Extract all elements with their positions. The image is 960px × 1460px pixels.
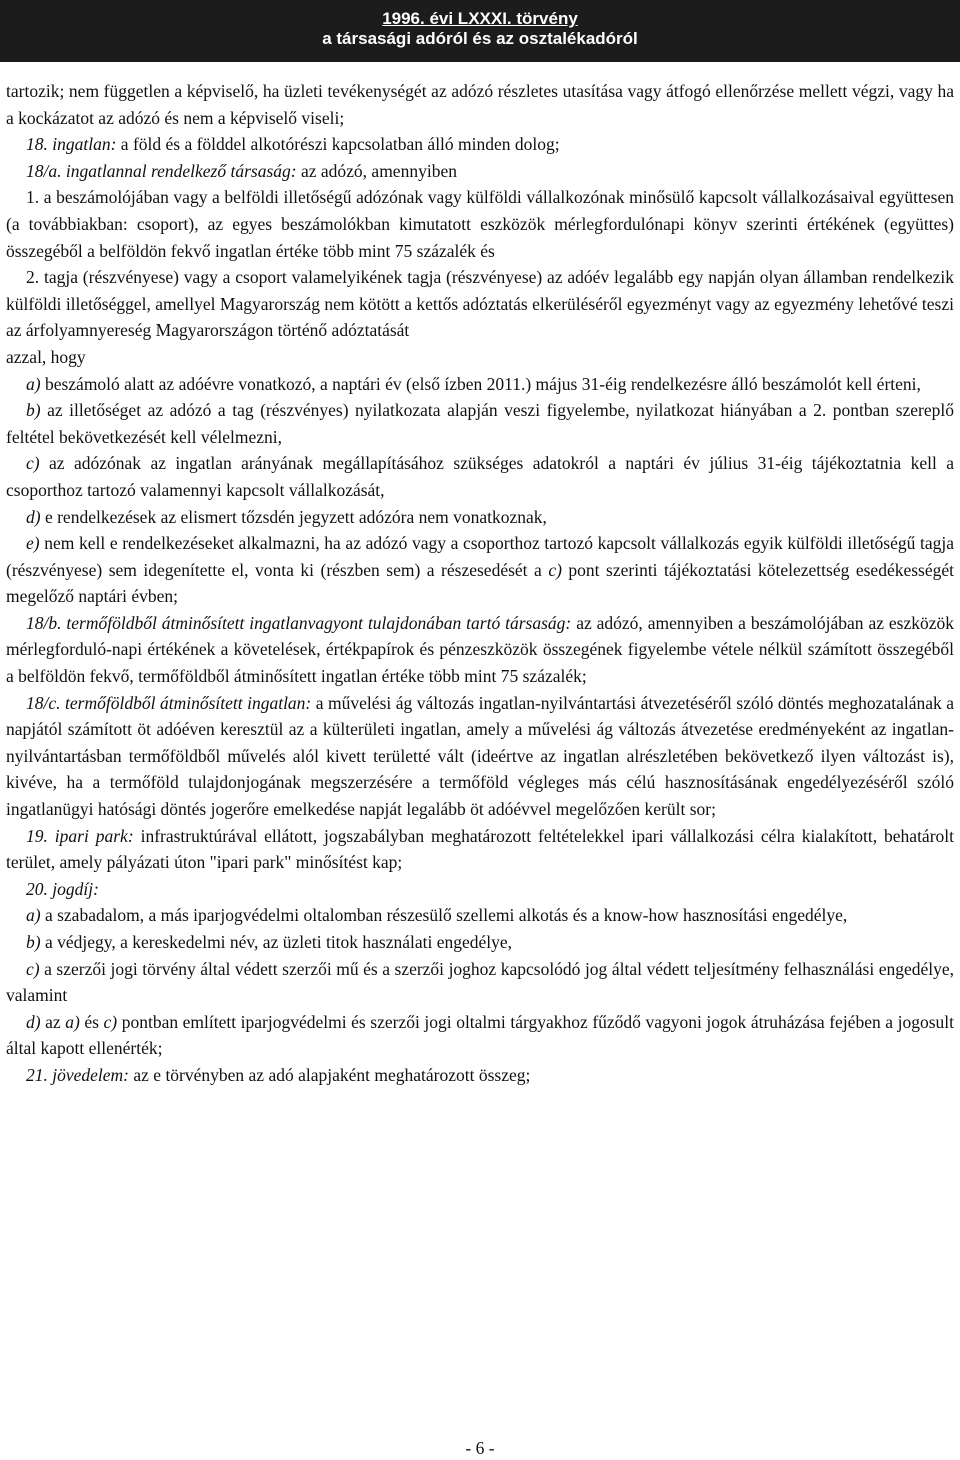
list-item [6, 397, 954, 450]
list-text: a szerzői jogi törvény által védett szerzői mű és a szerzői joghoz kapcsolódó jog által védett teljesítmény felhasználási engedélye, valamint [6, 958, 955, 1006]
list-label: c) [26, 958, 40, 979]
list-label: a) [26, 373, 41, 394]
list-reference: c) [548, 559, 562, 580]
definition-term: ipari park: [54, 825, 134, 846]
definition-term: jogdíj: [52, 878, 99, 899]
definition-18c [6, 690, 954, 823]
list-item [6, 902, 954, 929]
definition-20 [6, 876, 954, 903]
definition-18b [6, 610, 954, 690]
list-label: e) [26, 533, 40, 554]
definition-21 [6, 1062, 954, 1089]
paragraph: 2. tagja (részvényese) vagy a csoport valamelyikének tagja (részvényese) az adóév legalább egy napján olyan államban rendelkezik külföldi illetőséggel, amellyel Magyarország nem kötött a kettős adóztatás elkerüléséről egyezményt vagy az egyezmény lehetővé teszi az árfolyamnyereség Magyarországon történő adóztatását [6, 267, 954, 341]
definition-number: 18/b. [26, 612, 62, 633]
definition-19 [6, 823, 954, 876]
paragraph: 1. a beszámolójában vagy a belföldi illetőségű adózónak vagy külföldi vállalkozónak minősülő kapcsolt vállalkozásaival együttesen (a továbbiakban: csoport), az egyes beszámolókban kimutatott eszközök mérlegfordulónapi könyv szerinti értékének (együttes) összegéből a belföldön fekvő ingatlan értéke több mint 75 százalék és [6, 187, 954, 261]
list-label: c) [26, 453, 40, 474]
list-text: az [45, 1011, 61, 1032]
definition-text: az adózó, amennyiben [300, 160, 457, 181]
list-label: b) [26, 932, 41, 952]
definition-number: 18. [26, 134, 48, 155]
document-body [0, 62, 960, 1089]
header-title-line1: 1996. évi LXXXI. törvény [382, 9, 578, 28]
list-text: pont szerinti tájékoztatási kötelezettség esedékességét megelőző naptári évben; [6, 559, 954, 607]
page-number: - 6 - [465, 1438, 495, 1458]
list-item [6, 956, 954, 1009]
list-item [6, 1009, 954, 1062]
definition-text: az e törvényben az adó alapjaként meghatározott összeg; [133, 1064, 531, 1085]
definition-number: 18/c. [26, 692, 61, 713]
list-label: d) [26, 506, 41, 527]
definition-number: 18/a. [26, 160, 62, 181]
paragraph: azzal, hogy [6, 346, 86, 367]
list-item [6, 450, 954, 503]
list-item [6, 530, 954, 610]
list-reference: a) [65, 1011, 80, 1032]
definition-18 [6, 131, 954, 158]
list-item [6, 929, 954, 956]
definition-term: ingatlan: [52, 134, 117, 155]
definition-18a [6, 158, 954, 185]
list-text: az illetőséget az adózó a tag (részvényes) nyilatkozata alapján veszi figyelembe, nyilatkozat hiányában a 2. pontban szereplő feltétel bekövetkezését kell vélelmezni, [6, 400, 954, 447]
definition-number: 20. [26, 878, 48, 899]
definition-number: 21. [26, 1064, 48, 1085]
list-text: nem kell e rendelkezéseket alkalmazni, ha az adózó vagy a csoporthoz tartozó kapcsolt vállalkozás egyik külföldi illetőségű tagja (részvényese) sem idegenítette el, vonta ki (részben sem) a részesedését a [6, 533, 955, 580]
list-label: b) [26, 400, 41, 421]
list-text: és [84, 1011, 99, 1032]
list-item [6, 371, 954, 398]
list-label: d) [26, 1011, 41, 1032]
list-text: a szabadalom, a más iparjogvédelmi oltalomban részesülő szellemi alkotás és a know-how hasznosítási engedélye, [44, 905, 848, 926]
list-text: az adózónak az ingatlan arányának megállapításához szükséges adatokról a naptári év július 31-éig tájékoztatnia kell a csoporthoz tartozó valamennyi kapcsolt vállalkozását, [6, 453, 954, 500]
definition-term: ingatlannal rendelkező társaság: [65, 160, 297, 181]
definition-term: termőföldből átminősített ingatlanvagyont tulajdonában tartó társaság: [66, 612, 572, 633]
paragraph: tartozik; nem független a képviselő, ha üzleti tevékenységét az adózó részletes utasítása vagy átfogó ellenőrzése mellett végzi, vagy ha a kockázatot az adózó és nem a képviselő viseli; [6, 81, 954, 128]
header-title-line2: a társasági adóról és az osztalékadóról [322, 29, 638, 48]
definition-number: 19. [26, 825, 48, 846]
definition-term: termőföldből átminősített ingatlan: [65, 692, 312, 713]
definition-text: az adózó, amennyiben a beszámolójában az eszközök mérlegforduló-napi értékének a követelések, értékpapírok és pénzeszközök összegének figyelembe vétele nélkül számított összegéből a belföldön fekvő, termőföldből átminősített ingatlan értéke több mint 75 százalék; [6, 612, 955, 687]
definition-text: a föld és a földdel alkotórészi kapcsolatban álló minden dolog; [120, 134, 560, 155]
list-text: beszámoló alatt az adóévre vonatkozó, a naptári év (első ízben 2011.) május 31-éig rendelkezésre álló beszámolót kell érteni, [44, 373, 921, 394]
definition-text: a művelési ág változás ingatlan-nyilvántartási átvezetéséről szóló döntés meghozatalának a napjától számított öt adóéven keresztül az a külterületi ingatlan, amely a művelési ág változás átvezetése eredményeként az ingatlan-nyilvántartásban termőföldből művelés alól kivett területté vált (ideértve az ingatlan alrészletében bekövetkező ilyen változást is), kivéve, ha a termőföld tulajdonjogának megszerzésére a termőföld végleges más célú hasznosításának engedélyezéséről szóló ingatlanügyi hatósági döntés jogerőre emelkedése napját legalább öt adóévvel megelőzően került sor; [6, 692, 955, 820]
list-text: pontban említett iparjogvédelmi és szerzői jogi oltalmi tárgyakhoz fűződő vagyoni jogok átruházása fejében a jogosult által kapott ellenérték; [6, 1011, 955, 1059]
document-header [0, 0, 960, 62]
definition-text: infrastruktúrával ellátott, jogszabályban meghatározott feltételekkel ipari vállalkozási célra kialakított, behatárolt terület, amely pályázati úton "ipari park" minősítést kap; [6, 825, 955, 873]
list-reference: c) [103, 1011, 118, 1032]
list-text: e rendelkezések az elismert tőzsdén jegyzett adózóra nem vonatkoznak, [44, 506, 547, 527]
definition-term: jövedelem: [52, 1064, 130, 1085]
list-text: a védjegy, a kereskedelmi név, az üzleti titok használati engedélye, [44, 932, 513, 952]
list-item [6, 504, 954, 531]
list-label: a) [26, 905, 41, 926]
